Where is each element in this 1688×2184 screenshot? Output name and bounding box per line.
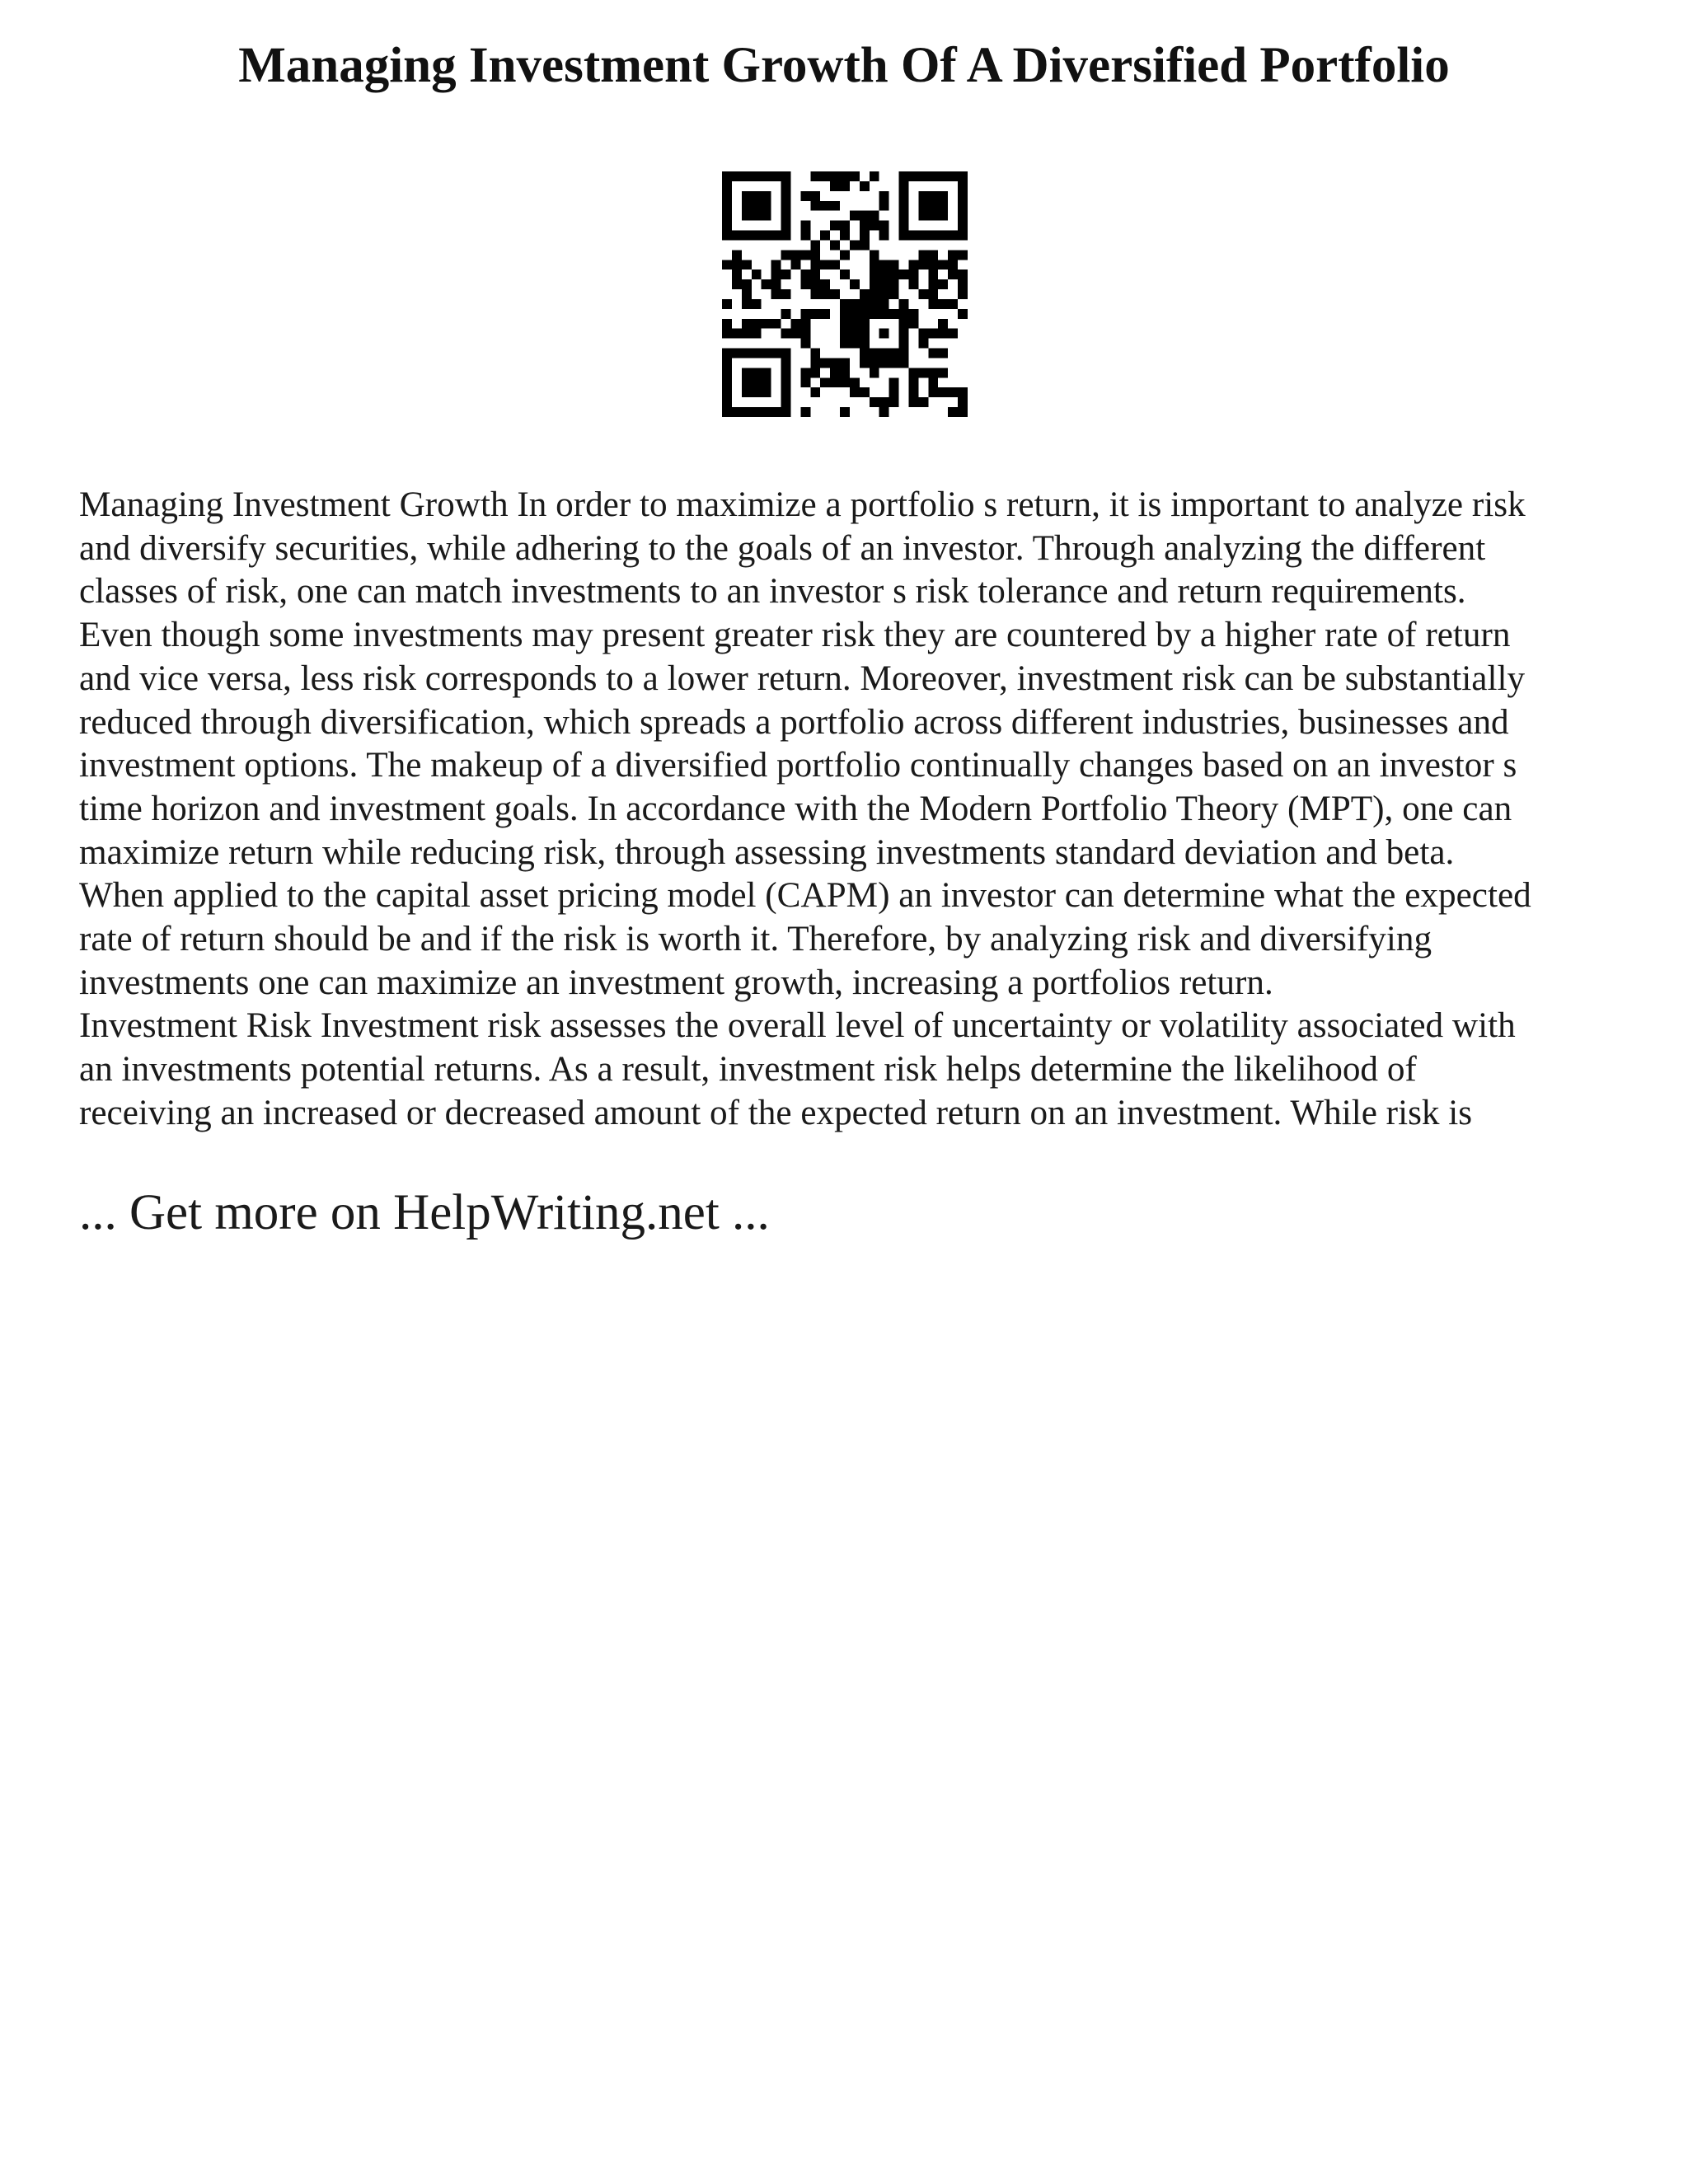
qr-code-icon xyxy=(722,171,968,417)
body-line: Managing Investment Growth In order to maximize a portfolio s return, it is important to analyze risk xyxy=(79,485,1526,524)
page-title: Managing Investment Growth Of A Diversified Portfolio xyxy=(238,38,1450,93)
body-line: and vice versa, less risk corresponds to a lower return. Moreover, investment risk can be substantially xyxy=(79,658,1526,698)
body-line: maximize return while reducing risk, through assessing investments standard deviation and beta. xyxy=(79,832,1455,872)
body-line: receiving an increased or decreased amount of the expected return on an investment. While risk is xyxy=(79,1093,1473,1132)
article-body xyxy=(79,484,1620,1136)
body-line: time horizon and investment goals. In accordance with the Modern Portfolio Theory (MPT), one can xyxy=(79,789,1512,828)
body-line: investments one can maximize an investment growth, increasing a portfolios return. xyxy=(79,963,1273,1002)
body-line: reduced through diversification, which spreads a portfolio across different industries, businesses and xyxy=(79,702,1509,742)
body-line: investment options. The makeup of a diversified portfolio continually changes based on an investor s xyxy=(79,746,1517,785)
body-line: Investment Risk Investment risk assesses the overall level of uncertainty or volatility associated with xyxy=(79,1006,1516,1046)
body-line: Even though some investments may present greater risk they are countered by a higher rate of return xyxy=(79,616,1511,655)
get-more-link[interactable]: ... Get more on HelpWriting.net ... xyxy=(79,1185,770,1240)
body-line: classes of risk, one can match investments to an investor s risk tolerance and return requirements. xyxy=(79,572,1466,612)
body-line: an investments potential returns. As a result, investment risk helps determine the likelihood of xyxy=(79,1050,1417,1090)
body-line: When applied to the capital asset pricing model (CAPM) an investor can determine what the expected xyxy=(79,876,1531,916)
body-line: and diversify securities, while adhering to the goals of an investor. Through analyzing the different xyxy=(79,528,1486,568)
body-line: rate of return should be and if the risk is worth it. Therefore, by analyzing risk and diversifying xyxy=(79,920,1432,959)
